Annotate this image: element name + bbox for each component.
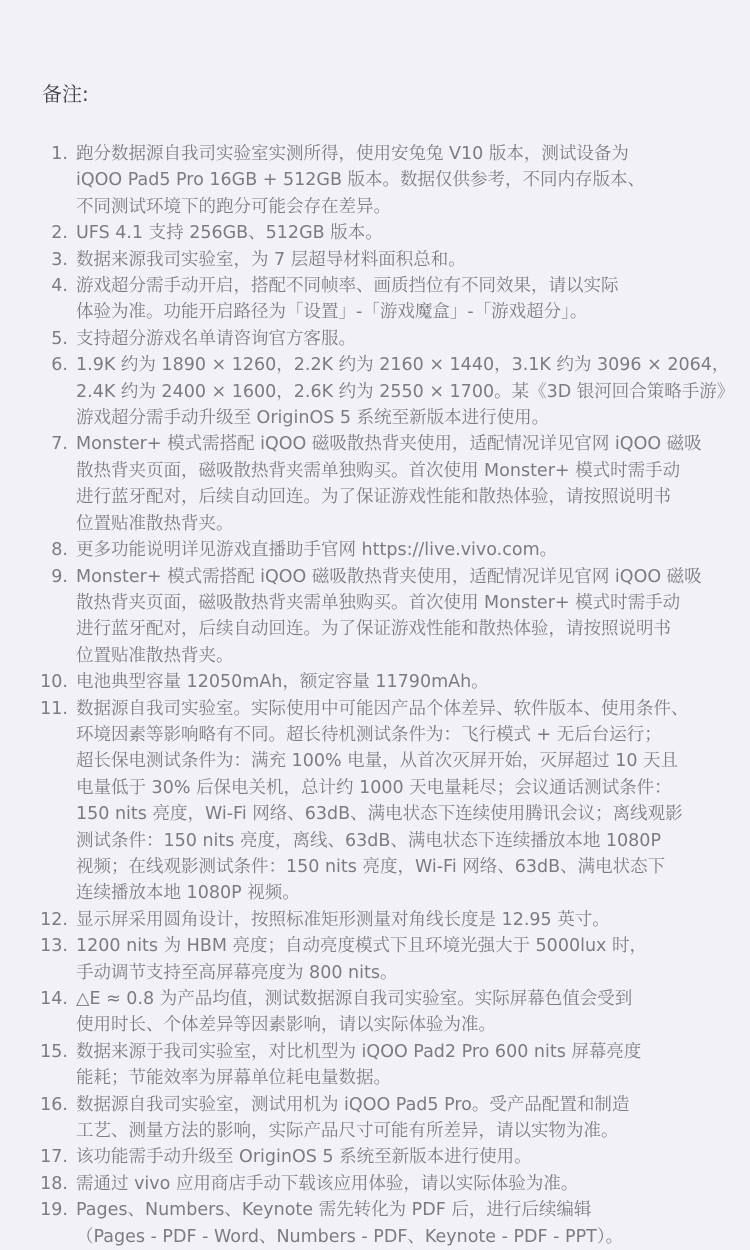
note-text-line: iQOO Pad5 Pro 16GB + 512GB 版本。数据仅供参考，不同内存版本、 — [76, 170, 646, 191]
note-item — [0, 1197, 750, 1250]
note-text-line: （Pages - PDF - Word、Numbers - PDF、Keynote - PDF - PPT）。 — [76, 1226, 624, 1247]
note-text-line: 使用时长、个体差异等因素影响，请以实际体验为准。 — [76, 1015, 496, 1036]
note-text-line: Pages、Numbers、Keynote 需先转化为 PDF 后，进行后续编辑 — [76, 1200, 592, 1221]
note-item — [0, 669, 750, 695]
note-text-line: 能耗；节能效率为屏幕单位耗电量数据。 — [76, 1068, 391, 1089]
note-text-line: 工艺、测量方法的影响，实际产品尺寸可能有所差异，请以实物为准。 — [76, 1121, 619, 1142]
note-number: 5. — [51, 328, 68, 349]
note-number: 12. — [40, 909, 68, 930]
note-item — [0, 1171, 750, 1197]
note-text-line: 数据源自我司实验室，测试用机为 iQOO Pad5 Pro。受产品配置和制造 — [76, 1094, 630, 1115]
note-text-line: 视频；在线观影测试条件：150 nits 亮度，Wi-Fi 网络、63dB、满电状态下 — [76, 856, 666, 877]
note-text-line: 需通过 vivo 应用商店手动下载该应用体验，请以实际体验为准。 — [76, 1173, 579, 1194]
note-text-line: 数据来源我司实验室，为 7 层超导材料面积总和。 — [76, 249, 466, 270]
note-number: 9. — [51, 566, 68, 587]
note-text-line: 2.4K 约为 2400 × 1600，2.6K 约为 2550 × 1700。某《3D 银河回合策略手游》 — [76, 381, 735, 402]
note-text-line: 不同测试环境下的跑分可能会存在差异。 — [76, 196, 391, 217]
note-number: 10. — [40, 672, 68, 693]
note-text-line: 电池典型容量 12050mAh，额定容量 11790mAh。 — [76, 672, 489, 693]
note-text-line: 更多功能说明详见游戏直播助手官网 https://live.vivo.com。 — [76, 540, 558, 561]
note-number: 17. — [40, 1147, 68, 1168]
note-number: 7. — [51, 434, 68, 455]
note-item — [0, 986, 750, 1039]
note-text-line: 进行蓝牙配对，后续自动回连。为了保证游戏性能和散热体验，请按照说明书 — [76, 487, 671, 508]
note-item — [0, 1039, 750, 1092]
note-number: 14. — [40, 989, 68, 1009]
note-text-line: 1200 nits 为 HBM 亮度；自动亮度模式下且环境光强大于 5000lux 时， — [76, 936, 647, 957]
notes-heading: 备注: — [42, 82, 89, 106]
note-text-line: 1.9K 约为 1890 × 1260，2.2K 约为 2160 × 1440，3.1K 约为 3096 × 2064， — [76, 355, 730, 376]
note-item — [0, 933, 750, 986]
notes-list — [0, 141, 750, 1250]
note-text-line: 数据来源于我司实验室，对比机型为 iQOO Pad2 Pro 600 nits 屏幕亮度 — [76, 1041, 642, 1062]
note-text-line: 环境因素等影响略有不同。超长待机测试条件为：飞行模式 + 无后台运行； — [76, 724, 662, 745]
note-text-line: 散热背夹页面，磁吸散热背夹需单独购买。首次使用 Monster+ 模式时需手动 — [76, 592, 681, 613]
note-item — [0, 273, 750, 326]
note-text-line: △E ≈ 0.8 为产品均值，测试数据源自我司实验室。实际屏幕色值会受到 — [76, 989, 633, 1009]
note-text-line: 电量低于 30% 后保电关机，总计约 1000 天电量耗尽；会议通话测试条件： — [76, 777, 672, 798]
note-text-line: 显示屏采用圆角设计，按照标准矩形测量对角线长度是 12.95 英寸。 — [76, 909, 610, 930]
note-item — [0, 907, 750, 933]
note-text-line: 该功能需手动升级至 OriginOS 5 系统至新版本进行使用。 — [76, 1147, 532, 1168]
note-item — [0, 1092, 750, 1145]
note-text-line: 数据源自我司实验室。实际使用中可能因产品个体差异、软件版本、使用条件、 — [76, 698, 689, 719]
note-item — [0, 564, 750, 670]
note-number: 1. — [51, 144, 68, 164]
note-text-line: UFS 4.1 支持 256GB、512GB 版本。 — [76, 223, 383, 244]
note-text-line: 跑分数据源自我司实验室实测所得，使用安兔兔 V10 版本，测试设备为 — [76, 144, 629, 164]
note-text-line: 体验为准。功能开启路径为「设置」-「游戏魔盒」-「游戏超分」。 — [76, 302, 588, 323]
note-text-line: 超长保电测试条件为：满充 100% 电量，从首次灭屏开始，灭屏超过 10 天且 — [76, 751, 679, 772]
note-item — [0, 326, 750, 352]
note-number: 2. — [51, 223, 68, 244]
note-text-line: 150 nits 亮度，Wi-Fi 网络、63dB、满电状态下连续使用腾讯会议；离线观影 — [76, 804, 683, 825]
note-text-line: 支持超分游戏名单请咨询官方客服。 — [76, 328, 356, 349]
note-text-line: 游戏超分需手动升级至 OriginOS 5 系统至新版本进行使用。 — [76, 408, 550, 429]
note-text-line: Monster+ 模式需搭配 iQOO 磁吸散热背夹使用，适配情况详见官网 iQOO 磁吸 — [76, 434, 702, 455]
note-item — [0, 141, 750, 220]
note-number: 16. — [40, 1094, 68, 1115]
note-number: 4. — [51, 276, 68, 297]
note-item — [0, 431, 750, 537]
note-number: 13. — [40, 936, 68, 957]
note-text-line: 测试条件：150 nits 亮度，离线、63dB、满电状态下连续播放本地 1080P — [76, 830, 661, 851]
note-number: 8. — [51, 540, 68, 561]
note-item — [0, 1144, 750, 1170]
note-text-line: 进行蓝牙配对，后续自动回连。为了保证游戏性能和散热体验，请按照说明书 — [76, 619, 671, 640]
note-item — [0, 220, 750, 246]
note-item — [0, 352, 750, 431]
note-text-line: 游戏超分需手动开启，搭配不同帧率、画质挡位有不同效果，请以实际 — [76, 276, 619, 297]
note-number: 18. — [40, 1173, 68, 1194]
note-number: 15. — [40, 1041, 68, 1062]
note-item — [0, 247, 750, 273]
note-text-line: 连续播放本地 1080P 视频。 — [76, 883, 300, 904]
note-number: 11. — [40, 698, 68, 719]
note-text-line: 位置贴准散热背夹。 — [76, 513, 234, 534]
note-item — [0, 696, 750, 907]
note-text-line: 手动调节支持至高屏幕亮度为 800 nits。 — [76, 962, 398, 983]
note-text-line: Monster+ 模式需搭配 iQOO 磁吸散热背夹使用，适配情况详见官网 iQOO 磁吸 — [76, 566, 702, 587]
note-number: 19. — [40, 1200, 68, 1221]
note-item — [0, 537, 750, 563]
note-text-line: 位置贴准散热背夹。 — [76, 645, 234, 666]
note-number: 3. — [51, 249, 68, 270]
note-text-line: 散热背夹页面，磁吸散热背夹需单独购买。首次使用 Monster+ 模式时需手动 — [76, 460, 681, 481]
note-number: 6. — [51, 355, 68, 376]
